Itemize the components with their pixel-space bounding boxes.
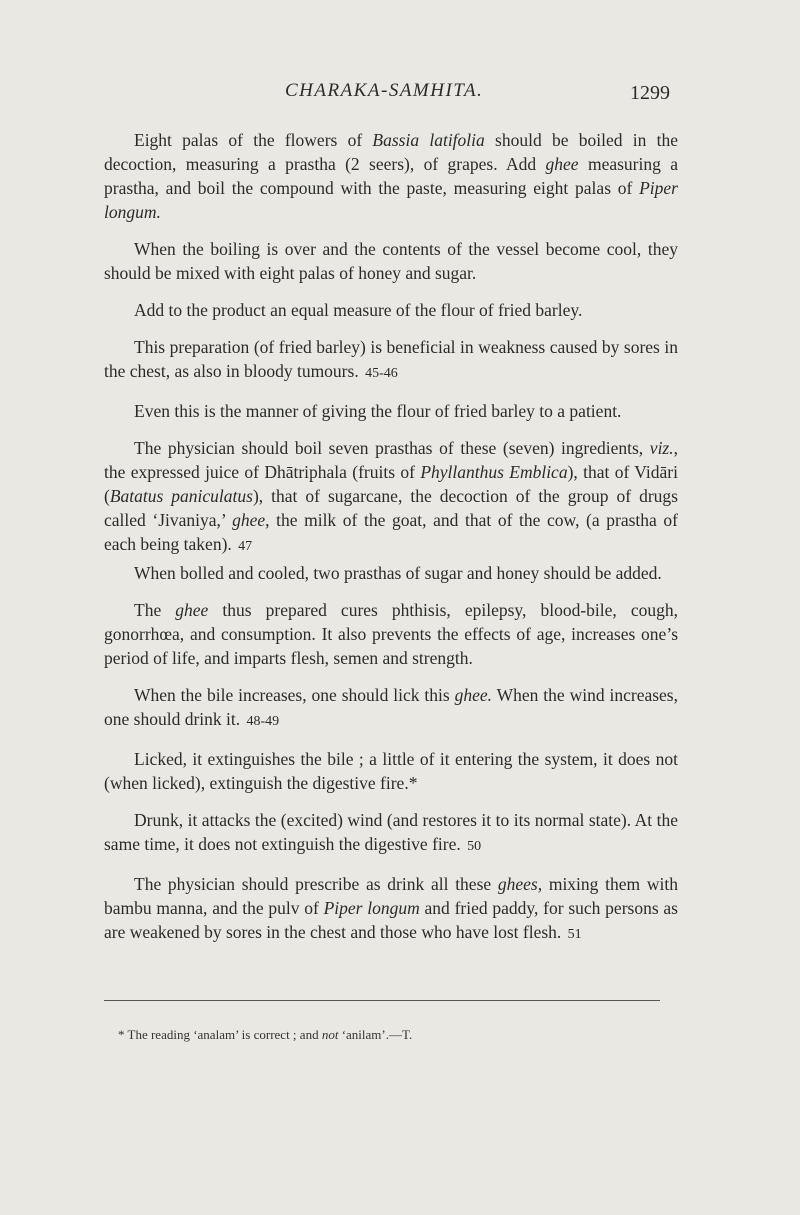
paragraph <box>104 747 678 795</box>
paragraph <box>104 436 678 559</box>
text-run: Eight palas of the flowers of <box>134 130 373 150</box>
text-run: should be boiled in the decoction, measuring a prastha (2 seers), of grapes. Add <box>104 130 678 174</box>
running-head: CHARAKA-SAMHITA. <box>285 80 484 101</box>
verse-number: 47 <box>238 539 253 554</box>
text-run: , the expressed juice of Dhātriphala (fruits of <box>104 438 678 482</box>
italic-term: not <box>321 1027 339 1042</box>
text-run: Drunk, it attacks the (excited) wind (and restores it to its normal state). At the same time, it does not extinguish the digestive fire. <box>104 810 678 854</box>
text-run: ), that of Vidāri ( <box>104 462 678 506</box>
verse-number: 48-49 <box>246 714 280 729</box>
italic-term: Bassia latifolia <box>372 130 485 150</box>
text-run: measuring a prastha, and boil the compound with the paste, measuring eight palas of <box>104 154 678 198</box>
text-run: The physician should prescribe as drink all these <box>134 874 498 894</box>
text-run: ‘anilam’.—T. <box>338 1027 413 1042</box>
paragraph <box>104 298 678 322</box>
text-run: When the boiling is over and the contents of the vessel become cool, they should be mixed with eight palas of honey and sugar. <box>104 239 678 283</box>
paragraph <box>104 808 678 859</box>
italic-term: ghees, <box>497 874 543 894</box>
text-run: and fried paddy, for such persons as are weakened by sores in the chest and those who have lost flesh. <box>104 898 678 942</box>
italic-term: Phyllanthus Emblica <box>420 462 568 482</box>
italic-term: ghee <box>175 600 209 620</box>
footnote-rule <box>104 1000 660 1001</box>
text-run: Even this is the manner of giving the flour of fried barley to a patient. <box>134 401 622 421</box>
italic-term: ghee <box>232 510 266 530</box>
body-text <box>104 128 678 960</box>
verse-number: 51 <box>567 927 582 942</box>
paragraph <box>104 561 678 585</box>
verse-number: 45-46 <box>365 366 398 381</box>
page-number: 1299 <box>630 82 670 104</box>
text-run: * The reading ‘analam’ is correct ; and <box>118 1027 322 1042</box>
paragraph <box>104 237 678 285</box>
text-run: Licked, it extinguishes the bile ; a little of it entering the system, it does not (when licked), extinguish the digestive fire.* <box>104 749 678 793</box>
italic-term: Batatus paniculatus <box>109 486 253 506</box>
text-run: When the wind increases, one should drink it. <box>104 685 678 729</box>
paragraph <box>104 399 678 423</box>
italic-term: ghee <box>545 154 579 174</box>
text-run: When the bile increases, one should lick this <box>134 685 455 705</box>
text-run: This preparation (of fried barley) is beneficial in weakness caused by sores in the chest, as also in bloody tumours. <box>104 337 678 381</box>
paragraph <box>104 128 678 224</box>
italic-term: ghee. <box>454 685 493 705</box>
italic-term: Piper longum <box>323 898 420 918</box>
italic-term: viz. <box>649 438 674 458</box>
text-run: ), that of sugarcane, the decoction of the group of drugs called ‘Jivaniya,’ <box>104 486 678 530</box>
italic-term: Piper longum. <box>104 178 678 222</box>
text-run: The <box>134 600 176 620</box>
text-run: The physician should boil seven prasthas of these (seven) ingredients, <box>134 438 650 458</box>
paragraph <box>104 872 678 947</box>
verse-number: 50 <box>467 839 482 854</box>
text-run: When bolled and cooled, two prasthas of sugar and honey should be added. <box>134 563 662 583</box>
paragraph <box>104 335 678 386</box>
footnote <box>118 1027 412 1043</box>
text-run: thus prepared cures phthisis, epilepsy, blood-bile, cough, gonorrhœa, and consumption. It also prevents the effects of age, increases one’s period of life, and imparts flesh, semen and strength. <box>104 600 678 668</box>
paragraph <box>104 598 678 670</box>
text-run: Add to the product an equal measure of the flour of fried barley. <box>134 300 583 320</box>
text-run: mixing them with bambu manna, and the pulv of <box>104 874 678 918</box>
page-header <box>0 80 800 110</box>
text-run: , the milk of the goat, and that of the cow, (a prastha of each being taken). <box>104 510 678 554</box>
paragraph <box>104 683 678 734</box>
